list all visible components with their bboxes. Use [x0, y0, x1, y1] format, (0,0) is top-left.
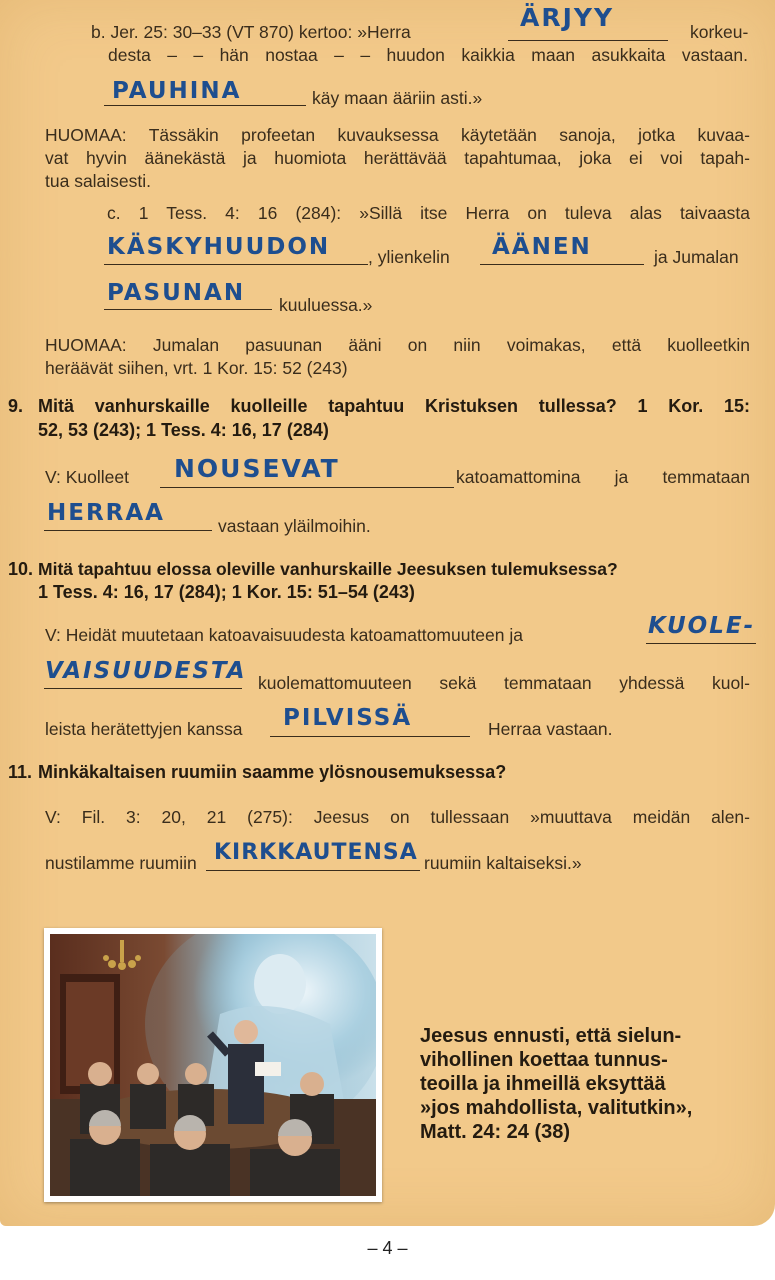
- answer-line: [646, 643, 756, 644]
- answer-kuole: KUOLE-: [648, 613, 756, 639]
- q11-question: Minkäkaltaisen ruumiin saamme ylösnousemuksessa?: [38, 762, 507, 782]
- answer-nousevat: NOUSEVAT: [174, 454, 340, 483]
- note2-line2: heräävät siihen, vrt. 1 Kor. 15: 52 (243): [45, 358, 348, 378]
- meeting-scene-image: [50, 934, 376, 1196]
- q11-post2: ruumiin kaltaiseksi.»: [424, 853, 582, 873]
- answer-line: [44, 530, 212, 531]
- answer-kaskyhuudon: KÄSKYHUUDON: [107, 234, 331, 260]
- note1-line1: HUOMAA: Tässäkin profeetan kuvauksessa käytetään sanoja, jotka kuvaa-: [45, 125, 750, 145]
- answer-vaisuudesta: VAISUUDESTA: [45, 658, 247, 684]
- b-line1-post: korkeu-: [690, 22, 749, 42]
- c-end1: ja Jumalan: [654, 247, 739, 267]
- answer-line: [270, 736, 470, 737]
- q11-pre2: nustilamme ruumiin: [45, 853, 197, 873]
- page-number: – 4 –: [367, 1238, 408, 1258]
- answer-line: [104, 105, 306, 106]
- answer-arjyy: ÄRJYY: [520, 3, 615, 32]
- q9-number: 9.: [8, 396, 24, 416]
- answer-line: [44, 688, 242, 689]
- q10-number: 10.: [8, 559, 34, 579]
- note2-line1: HUOMAA: Jumalan pasuunan ääni on niin voimakas, että kuolleetkin: [45, 335, 750, 355]
- c-line1: c. 1 Tess. 4: 16 (284): »Sillä itse Herra on tuleva alas taivaasta: [107, 203, 750, 223]
- answer-line: [160, 487, 454, 488]
- answer-line: [480, 264, 644, 265]
- q10-pre3: leista herätettyjen kanssa: [45, 719, 243, 739]
- b-line3-post: käy maan ääriin asti.»: [312, 88, 483, 108]
- c-end2: kuuluessa.»: [279, 295, 373, 315]
- caption-line3: teoilla ja ihmeillä eksyttää: [420, 1073, 666, 1095]
- caption-line1: Jeesus ennusti, että sielun-: [420, 1025, 682, 1047]
- c-mid1: , ylienkelin: [368, 247, 450, 267]
- q11-answer-line1: V: Fil. 3: 20, 21 (275): Jeesus on tullessaan »muuttava meidän alen-: [45, 807, 750, 827]
- q11-number: 11.: [8, 762, 33, 782]
- answer-aanen: ÄÄNEN: [492, 234, 592, 260]
- caption-line4: »jos mahdollista, valitutkin»,: [420, 1097, 693, 1119]
- q10-line1: Mitä tapahtuu elossa oleville vanhurskaille Jeesuksen tulemuksessa?: [38, 559, 618, 579]
- answer-kirkkautensa: KIRKKAUTENSA: [214, 840, 418, 865]
- answer-pilvissa: PILVISSÄ: [283, 705, 413, 731]
- q10-post3: Herraa vastaan.: [488, 719, 613, 739]
- q9-post: katoamattomina ja temmataan: [456, 467, 750, 487]
- q10-pre: V: Heidät muutetaan katoavaisuudesta katoamattomuuteen ja: [45, 625, 523, 645]
- answer-herraa: HERRAA: [47, 500, 165, 526]
- answer-line: [508, 40, 668, 41]
- note1-line2: vat hyvin äänekästä ja huomiota herättävää tapahtumaa, joka ei voi tapah-: [45, 148, 750, 168]
- answer-line: [104, 309, 272, 310]
- q9-line1: Mitä vanhurskaille kuolleille tapahtuu Kristuksen tullessa? 1 Kor. 15:: [38, 396, 750, 416]
- answer-pauhina: PAUHINA: [112, 78, 242, 104]
- caption-line2: vihollinen koettaa tunnus-: [420, 1049, 668, 1071]
- illustration-caption: [420, 1024, 750, 1144]
- answer-line: [206, 870, 420, 871]
- answer-pasunan: PASUNAN: [107, 280, 246, 306]
- answer-line: [104, 264, 368, 265]
- b-line1-pre: b. Jer. 25: 30–33 (VT 870) kertoo: »Herra: [91, 22, 411, 42]
- note1-line3: tua salaisesti.: [45, 171, 152, 191]
- q9-pre: V: Kuolleet: [45, 467, 129, 487]
- q10-mid: kuolemattomuuteen sekä temmataan yhdessä kuol-: [258, 673, 750, 693]
- caption-line5: Matt. 24: 24 (38): [420, 1121, 571, 1143]
- illustration-photo: [44, 928, 382, 1202]
- q9-post2: vastaan yläilmoihin.: [218, 516, 371, 536]
- q10-line2: 1 Tess. 4: 16, 17 (284); 1 Kor. 15: 51–54 (243): [38, 582, 415, 602]
- b-line2: desta – – hän nostaa – – huudon kaikkia maan asukkaita vastaan.: [108, 45, 748, 65]
- q9-line2: 52, 53 (243); 1 Tess. 4: 16, 17 (284): [38, 420, 329, 440]
